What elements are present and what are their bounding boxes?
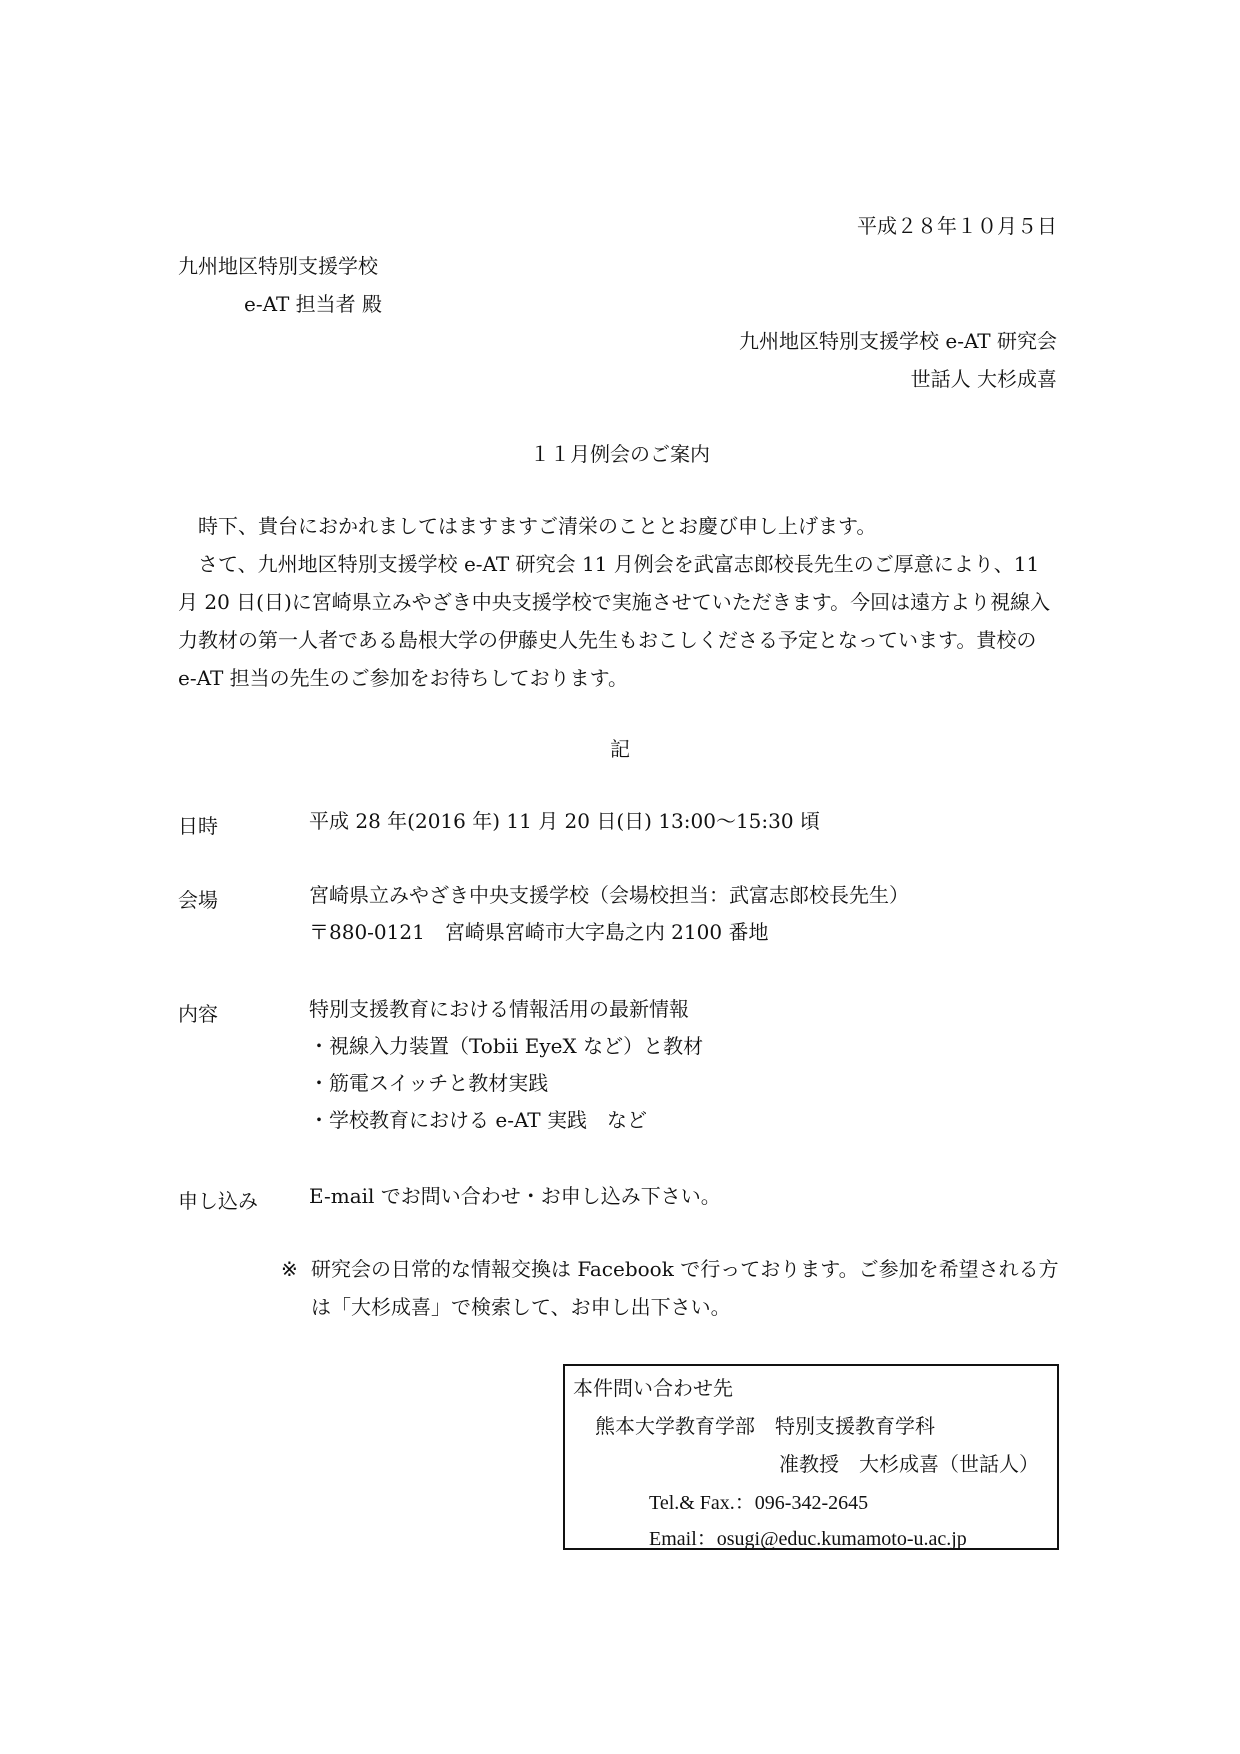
note-text: 研究会の日常的な情報交換は Facebook で行っております。ご参加を希望される方は「大杉成喜」で検索して、お申し出下さい。: [311, 1257, 1059, 1319]
contact-email: Email：osugi@educ.kumamoto‐u.ac.jp: [649, 1528, 967, 1550]
apply-label: 申し込み: [178, 1189, 258, 1213]
venue-address: 〒880‐0121 宮崎県宮崎市大字島之内 2100 番地: [309, 920, 769, 944]
note-mark: ※: [281, 1257, 298, 1281]
letter-date: 平成２８年１０月５日: [857, 214, 1057, 238]
content-label: 内容: [178, 1002, 218, 1026]
content-line-4: ・学校教育における e-AT 実践 など: [309, 1108, 647, 1132]
recipient-school: 九州地区特別支援学校: [178, 254, 378, 278]
contact-tel-fax: Tel.& Fax.：096‐342‐2645: [649, 1492, 869, 1514]
contact-organization: 熊本大学教育学部 特別支援教育学科: [595, 1414, 935, 1438]
datetime-label: 日時: [178, 814, 218, 838]
letter-title: １１月例会のご案内: [530, 442, 710, 466]
apply-value: E-mail でお問い合わせ・お申し込み下さい。: [309, 1184, 721, 1208]
letter-body: [178, 507, 1058, 697]
main-paragraph: さて、九州地区特別支援学校 e-AT 研究会 11 月例会を武富志郎校長先生のご厚意により、11 月 20 日(日)に宮崎県立みやざき中央支援学校で実施させていただきます。今回は遠方より視線入力教材の第一人者である島根大学の伊藤史人先生もおこしくださる予定となっています。貴校の e-AT 担当の先生のご参加をお待ちしております。: [178, 552, 1051, 690]
datetime-value: 平成 28 年(2016 年) 11 月 20 日(日) 13:00〜15:30 頃: [309, 809, 820, 833]
facebook-note: [281, 1250, 1061, 1326]
venue-name: 宮崎県立みやざき中央支援学校（会場校担当：武富志郎校長先生）: [309, 883, 909, 907]
recipient-person: e-AT 担当者 殿: [244, 292, 382, 316]
sender-name: 世話人 大杉成喜: [910, 367, 1057, 391]
venue-label: 会場: [178, 888, 218, 912]
contact-heading: 本件問い合わせ先: [573, 1376, 733, 1400]
content-line-3: ・筋電スイッチと教材実践: [309, 1071, 549, 1095]
content-line-1: 特別支援教育における情報活用の最新情報: [309, 997, 689, 1021]
sender-organization: 九州地区特別支援学校 e-AT 研究会: [739, 329, 1057, 353]
content-line-2: ・視線入力装置（Tobii EyeX など）と教材: [309, 1034, 704, 1058]
ki-heading: 記: [610, 737, 630, 761]
contact-person: 准教授 大杉成喜（世話人）: [779, 1452, 1039, 1476]
greeting-paragraph: 時下、貴台におかれましてはますますご清栄のこととお慶び申し上げます。: [198, 514, 877, 538]
contact-box: [563, 1364, 1059, 1550]
